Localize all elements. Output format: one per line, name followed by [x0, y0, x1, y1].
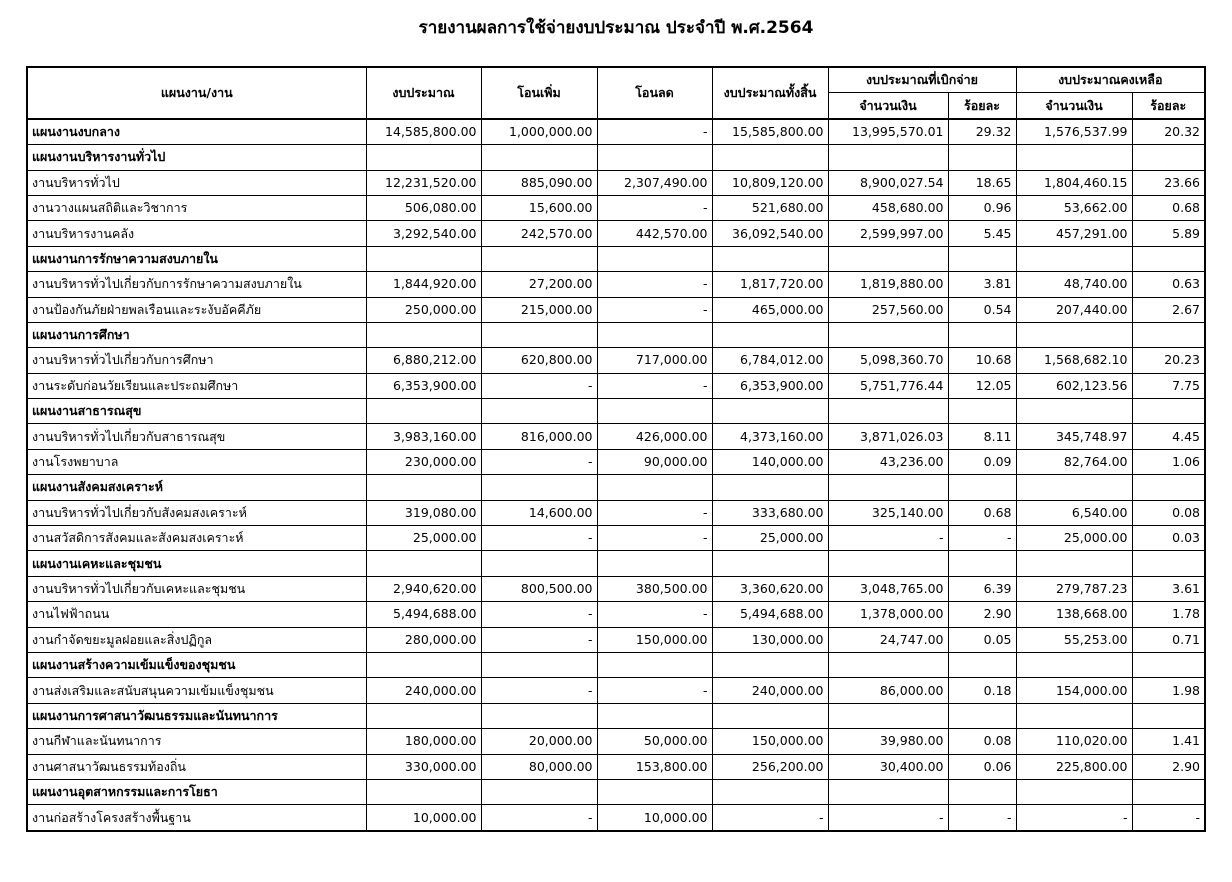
cell-disbursed-percent — [948, 703, 1016, 728]
plan-row — [27, 779, 1205, 804]
cell-remaining-amount — [1016, 399, 1132, 424]
cell-disbursed-percent: 6.39 — [948, 576, 1016, 601]
plan-row — [27, 475, 1205, 500]
cell-total: - — [712, 805, 828, 831]
cell-remaining-percent: 23.66 — [1132, 170, 1205, 195]
cell-transfer-out: - — [597, 195, 712, 220]
cell-remaining-amount: - — [1016, 805, 1132, 831]
cell-remaining-amount — [1016, 551, 1132, 576]
cell-budget: 1,844,920.00 — [366, 272, 481, 297]
cell-remaining-percent — [1132, 399, 1205, 424]
cell-disbursed-amount — [828, 779, 948, 804]
cell-remaining-amount — [1016, 322, 1132, 347]
cell-budget: 180,000.00 — [366, 729, 481, 754]
cell-total — [712, 779, 828, 804]
cell-remaining-percent: 20.23 — [1132, 348, 1205, 373]
cell-disbursed-amount: 3,048,765.00 — [828, 576, 948, 601]
cell-total: 240,000.00 — [712, 678, 828, 703]
plan-row — [27, 246, 1205, 271]
cell-disbursed-amount — [828, 246, 948, 271]
cell-budget: 230,000.00 — [366, 449, 481, 474]
cell-total: 140,000.00 — [712, 449, 828, 474]
cell-disbursed-percent: 0.54 — [948, 297, 1016, 322]
cell-disbursed-percent: 0.18 — [948, 678, 1016, 703]
plan-row — [27, 703, 1205, 728]
row-name: งานสวัสดิการสังคมและสังคมสงเคราะห์ — [27, 526, 366, 551]
cell-transfer-in: 27,200.00 — [481, 272, 597, 297]
cell-budget: 3,983,160.00 — [366, 424, 481, 449]
cell-total — [712, 399, 828, 424]
cell-budget: 330,000.00 — [366, 754, 481, 779]
cell-remaining-amount: 279,787.23 — [1016, 576, 1132, 601]
cell-disbursed-percent — [948, 246, 1016, 271]
cell-transfer-in: 242,570.00 — [481, 221, 597, 246]
cell-budget — [366, 703, 481, 728]
cell-total: 465,000.00 — [712, 297, 828, 322]
cell-remaining-percent — [1132, 475, 1205, 500]
cell-transfer-in: 15,600.00 — [481, 195, 597, 220]
cell-budget — [366, 652, 481, 677]
cell-budget: 12,231,520.00 — [366, 170, 481, 195]
cell-disbursed-percent: 2.90 — [948, 602, 1016, 627]
cell-budget: 280,000.00 — [366, 627, 481, 652]
cell-remaining-percent: 2.67 — [1132, 297, 1205, 322]
cell-transfer-in: 816,000.00 — [481, 424, 597, 449]
cell-total: 1,817,720.00 — [712, 272, 828, 297]
row-name: งานบริหารทั่วไปเกี่ยวกับสาธารณสุข — [27, 424, 366, 449]
row-name: งานบริหารทั่วไป — [27, 170, 366, 195]
table-row — [27, 754, 1205, 779]
cell-remaining-amount: 154,000.00 — [1016, 678, 1132, 703]
cell-disbursed-percent: 29.32 — [948, 119, 1016, 145]
cell-transfer-in — [481, 652, 597, 677]
table-row — [27, 576, 1205, 601]
cell-budget: 240,000.00 — [366, 678, 481, 703]
cell-budget: 6,880,212.00 — [366, 348, 481, 373]
cell-remaining-percent: - — [1132, 805, 1205, 831]
plan-row — [27, 551, 1205, 576]
row-name: แผนงานงบกลาง — [27, 119, 366, 145]
cell-transfer-out: 426,000.00 — [597, 424, 712, 449]
row-name: แผนงานอุตสาหกรรมและการโยธา — [27, 779, 366, 804]
table-row — [27, 526, 1205, 551]
cell-total: 5,494,688.00 — [712, 602, 828, 627]
cell-budget — [366, 145, 481, 170]
cell-remaining-percent — [1132, 322, 1205, 347]
cell-disbursed-percent — [948, 551, 1016, 576]
row-name: งานบริหารทั่วไปเกี่ยวกับเคหะและชุมชน — [27, 576, 366, 601]
cell-total: 521,680.00 — [712, 195, 828, 220]
cell-transfer-in: - — [481, 526, 597, 551]
cell-transfer-in: - — [481, 602, 597, 627]
cell-transfer-in: 800,500.00 — [481, 576, 597, 601]
cell-remaining-amount: 48,740.00 — [1016, 272, 1132, 297]
cell-disbursed-amount: 3,871,026.03 — [828, 424, 948, 449]
table-row — [27, 424, 1205, 449]
cell-remaining-percent: 1.41 — [1132, 729, 1205, 754]
cell-total — [712, 475, 828, 500]
cell-total — [712, 703, 828, 728]
cell-disbursed-amount: 458,680.00 — [828, 195, 948, 220]
cell-disbursed-percent — [948, 145, 1016, 170]
cell-remaining-amount: 1,576,537.99 — [1016, 119, 1132, 145]
cell-disbursed-amount: 1,378,000.00 — [828, 602, 948, 627]
cell-transfer-out — [597, 779, 712, 804]
row-name: งานโรงพยาบาล — [27, 449, 366, 474]
cell-disbursed-amount: 5,751,776.44 — [828, 373, 948, 398]
cell-remaining-percent: 0.63 — [1132, 272, 1205, 297]
cell-remaining-percent — [1132, 703, 1205, 728]
cell-transfer-in — [481, 475, 597, 500]
cell-transfer-out — [597, 475, 712, 500]
cell-budget — [366, 399, 481, 424]
table-row — [27, 627, 1205, 652]
cell-transfer-in: 80,000.00 — [481, 754, 597, 779]
row-name: งานบริหารทั่วไปเกี่ยวกับการศึกษา — [27, 348, 366, 373]
cell-disbursed-amount — [828, 475, 948, 500]
cell-budget: 250,000.00 — [366, 297, 481, 322]
cell-transfer-in: - — [481, 805, 597, 831]
cell-transfer-in — [481, 322, 597, 347]
header-disbursed-amount: จำนวนเงิน — [828, 93, 948, 119]
cell-remaining-percent: 0.03 — [1132, 526, 1205, 551]
cell-transfer-out — [597, 246, 712, 271]
cell-transfer-out: - — [597, 526, 712, 551]
header-remaining-amount: จำนวนเงิน — [1016, 93, 1132, 119]
cell-remaining-percent — [1132, 551, 1205, 576]
cell-disbursed-percent — [948, 779, 1016, 804]
cell-remaining-amount: 345,748.97 — [1016, 424, 1132, 449]
cell-budget — [366, 551, 481, 576]
header-budget: งบประมาณ — [366, 67, 481, 119]
cell-remaining-percent — [1132, 652, 1205, 677]
row-name: งานศาสนาวัฒนธรรมท้องถิ่น — [27, 754, 366, 779]
cell-remaining-amount: 55,253.00 — [1016, 627, 1132, 652]
cell-remaining-amount: 138,668.00 — [1016, 602, 1132, 627]
cell-disbursed-percent — [948, 652, 1016, 677]
cell-remaining-percent: 0.71 — [1132, 627, 1205, 652]
table-row — [27, 373, 1205, 398]
row-name: งานบริหารงานคลัง — [27, 221, 366, 246]
cell-transfer-out: 10,000.00 — [597, 805, 712, 831]
cell-disbursed-amount: 86,000.00 — [828, 678, 948, 703]
cell-remaining-percent: 4.45 — [1132, 424, 1205, 449]
cell-total — [712, 246, 828, 271]
table-row — [27, 221, 1205, 246]
cell-transfer-out: - — [597, 297, 712, 322]
table-body — [27, 119, 1205, 831]
table-row — [27, 602, 1205, 627]
cell-remaining-percent: 1.06 — [1132, 449, 1205, 474]
row-name: แผนงานบริหารงานทั่วไป — [27, 145, 366, 170]
table-row — [27, 449, 1205, 474]
row-name: งานกีฬาและนันทนาการ — [27, 729, 366, 754]
budget-table — [26, 66, 1206, 832]
report-title: รายงานผลการใช้จ่ายงบประมาณ ประจำปี พ.ศ.2564 — [418, 18, 814, 38]
cell-remaining-percent: 0.68 — [1132, 195, 1205, 220]
cell-disbursed-amount — [828, 322, 948, 347]
cell-transfer-in: - — [481, 373, 597, 398]
row-name: แผนงานการรักษาความสงบภายใน — [27, 246, 366, 271]
cell-disbursed-percent: - — [948, 805, 1016, 831]
cell-total: 4,373,160.00 — [712, 424, 828, 449]
header-disbursed: งบประมาณที่เบิกจ่าย — [828, 67, 1016, 93]
cell-transfer-in: - — [481, 449, 597, 474]
cell-remaining-percent: 1.78 — [1132, 602, 1205, 627]
row-name: งานวางแผนสถิติและวิชาการ — [27, 195, 366, 220]
cell-total: 10,809,120.00 — [712, 170, 828, 195]
cell-transfer-out: 717,000.00 — [597, 348, 712, 373]
cell-remaining-amount: 6,540.00 — [1016, 500, 1132, 525]
cell-disbursed-percent: 0.05 — [948, 627, 1016, 652]
cell-budget — [366, 322, 481, 347]
cell-remaining-amount: 457,291.00 — [1016, 221, 1132, 246]
cell-disbursed-percent — [948, 322, 1016, 347]
cell-disbursed-amount: 257,560.00 — [828, 297, 948, 322]
cell-disbursed-amount — [828, 145, 948, 170]
cell-transfer-out: 380,500.00 — [597, 576, 712, 601]
cell-transfer-in: 20,000.00 — [481, 729, 597, 754]
cell-disbursed-amount: 5,098,360.70 — [828, 348, 948, 373]
header-transfer-in: โอนเพิ่ม — [481, 67, 597, 119]
cell-remaining-percent: 5.89 — [1132, 221, 1205, 246]
cell-disbursed-percent: 12.05 — [948, 373, 1016, 398]
row-name: งานไฟฟ้าถนน — [27, 602, 366, 627]
plan-row — [27, 119, 1205, 145]
cell-transfer-in: - — [481, 678, 597, 703]
cell-total — [712, 652, 828, 677]
table-row — [27, 272, 1205, 297]
cell-transfer-in: 215,000.00 — [481, 297, 597, 322]
cell-budget: 319,080.00 — [366, 500, 481, 525]
table-row — [27, 348, 1205, 373]
cell-remaining-amount — [1016, 246, 1132, 271]
row-name: แผนงานสาธารณสุข — [27, 399, 366, 424]
cell-transfer-out: - — [597, 119, 712, 145]
cell-remaining-amount: 602,123.56 — [1016, 373, 1132, 398]
row-name: งานระดับก่อนวัยเรียนและประถมศึกษา — [27, 373, 366, 398]
cell-budget: 25,000.00 — [366, 526, 481, 551]
cell-disbursed-percent: 8.11 — [948, 424, 1016, 449]
cell-budget: 5,494,688.00 — [366, 602, 481, 627]
cell-disbursed-amount: 2,599,997.00 — [828, 221, 948, 246]
cell-disbursed-amount: - — [828, 526, 948, 551]
cell-remaining-amount — [1016, 652, 1132, 677]
cell-disbursed-percent: 0.06 — [948, 754, 1016, 779]
cell-transfer-out — [597, 145, 712, 170]
cell-transfer-in — [481, 399, 597, 424]
cell-remaining-amount: 207,440.00 — [1016, 297, 1132, 322]
table-header — [27, 67, 1205, 119]
cell-total: 150,000.00 — [712, 729, 828, 754]
cell-remaining-amount: 1,568,682.10 — [1016, 348, 1132, 373]
table-row — [27, 170, 1205, 195]
cell-transfer-out: 150,000.00 — [597, 627, 712, 652]
cell-remaining-amount — [1016, 703, 1132, 728]
cell-disbursed-amount: - — [828, 805, 948, 831]
cell-total: 256,200.00 — [712, 754, 828, 779]
table-row — [27, 500, 1205, 525]
row-name: งานป้องกันภัยฝ่ายพลเรือนและระงับอัคคีภัย — [27, 297, 366, 322]
cell-transfer-out — [597, 399, 712, 424]
cell-disbursed-amount — [828, 652, 948, 677]
cell-transfer-out — [597, 551, 712, 576]
cell-disbursed-amount — [828, 703, 948, 728]
cell-transfer-out: - — [597, 678, 712, 703]
cell-remaining-amount: 53,662.00 — [1016, 195, 1132, 220]
cell-remaining-amount: 225,800.00 — [1016, 754, 1132, 779]
cell-transfer-out — [597, 652, 712, 677]
cell-budget — [366, 246, 481, 271]
cell-disbursed-amount: 30,400.00 — [828, 754, 948, 779]
row-name: งานบริหารทั่วไปเกี่ยวกับสังคมสงเคราะห์ — [27, 500, 366, 525]
cell-transfer-out: 153,800.00 — [597, 754, 712, 779]
cell-total — [712, 551, 828, 576]
row-name: แผนงานสร้างความเข้มแข็งของชุมชน — [27, 652, 366, 677]
cell-disbursed-percent: 0.96 — [948, 195, 1016, 220]
cell-remaining-amount — [1016, 779, 1132, 804]
cell-transfer-out: - — [597, 602, 712, 627]
row-name: แผนงานการศาสนาวัฒนธรรมและนันทนาการ — [27, 703, 366, 728]
cell-total: 333,680.00 — [712, 500, 828, 525]
header-total: งบประมาณทั้งสิ้น — [712, 67, 828, 119]
cell-transfer-in: 1,000,000.00 — [481, 119, 597, 145]
cell-total — [712, 145, 828, 170]
cell-disbursed-percent: 10.68 — [948, 348, 1016, 373]
row-name: งานกำจัดขยะมูลฝอยและสิ่งปฏิกูล — [27, 627, 366, 652]
row-name: งานส่งเสริมและสนับสนุนความเข้มแข็งชุมชน — [27, 678, 366, 703]
cell-budget — [366, 475, 481, 500]
cell-disbursed-percent: 0.68 — [948, 500, 1016, 525]
cell-disbursed-percent: - — [948, 526, 1016, 551]
cell-transfer-out: - — [597, 272, 712, 297]
cell-total: 25,000.00 — [712, 526, 828, 551]
plan-row — [27, 652, 1205, 677]
cell-budget: 10,000.00 — [366, 805, 481, 831]
table-row — [27, 805, 1205, 831]
cell-transfer-out: 2,307,490.00 — [597, 170, 712, 195]
cell-transfer-in — [481, 145, 597, 170]
cell-disbursed-percent: 18.65 — [948, 170, 1016, 195]
plan-row — [27, 399, 1205, 424]
cell-disbursed-amount: 43,236.00 — [828, 449, 948, 474]
header-disbursed-percent: ร้อยละ — [948, 93, 1016, 119]
cell-budget — [366, 779, 481, 804]
cell-disbursed-percent — [948, 475, 1016, 500]
cell-disbursed-amount: 325,140.00 — [828, 500, 948, 525]
cell-disbursed-amount — [828, 399, 948, 424]
header-remaining: งบประมาณคงเหลือ — [1016, 67, 1205, 93]
cell-total: 15,585,800.00 — [712, 119, 828, 145]
cell-disbursed-percent: 0.08 — [948, 729, 1016, 754]
cell-disbursed-amount: 1,819,880.00 — [828, 272, 948, 297]
cell-budget: 2,940,620.00 — [366, 576, 481, 601]
cell-transfer-out — [597, 322, 712, 347]
row-name: แผนงานการศึกษา — [27, 322, 366, 347]
cell-disbursed-amount: 24,747.00 — [828, 627, 948, 652]
cell-transfer-in: - — [481, 627, 597, 652]
cell-remaining-amount: 110,020.00 — [1016, 729, 1132, 754]
cell-transfer-out: - — [597, 373, 712, 398]
row-name: แผนงานเคหะและชุมชน — [27, 551, 366, 576]
table-row — [27, 729, 1205, 754]
cell-transfer-in: 620,800.00 — [481, 348, 597, 373]
cell-budget: 506,080.00 — [366, 195, 481, 220]
cell-remaining-percent: 7.75 — [1132, 373, 1205, 398]
cell-transfer-in — [481, 779, 597, 804]
plan-row — [27, 322, 1205, 347]
cell-remaining-percent — [1132, 145, 1205, 170]
table-row — [27, 195, 1205, 220]
cell-transfer-out: 50,000.00 — [597, 729, 712, 754]
cell-remaining-amount: 82,764.00 — [1016, 449, 1132, 474]
cell-disbursed-percent: 0.09 — [948, 449, 1016, 474]
cell-disbursed-percent — [948, 399, 1016, 424]
cell-transfer-in — [481, 246, 597, 271]
cell-disbursed-amount: 39,980.00 — [828, 729, 948, 754]
cell-disbursed-amount: 13,995,570.01 — [828, 119, 948, 145]
cell-total: 6,353,900.00 — [712, 373, 828, 398]
cell-disbursed-percent: 3.81 — [948, 272, 1016, 297]
cell-total: 36,092,540.00 — [712, 221, 828, 246]
cell-remaining-amount — [1016, 475, 1132, 500]
cell-transfer-out: 90,000.00 — [597, 449, 712, 474]
header-plan: แผนงาน/งาน — [27, 67, 366, 119]
cell-remaining-percent: 2.90 — [1132, 754, 1205, 779]
cell-transfer-out — [597, 703, 712, 728]
row-name: แผนงานสังคมสงเคราะห์ — [27, 475, 366, 500]
cell-transfer-out: 442,570.00 — [597, 221, 712, 246]
cell-remaining-amount: 25,000.00 — [1016, 526, 1132, 551]
cell-budget: 6,353,900.00 — [366, 373, 481, 398]
cell-total — [712, 322, 828, 347]
header-remaining-percent: ร้อยละ — [1132, 93, 1205, 119]
plan-row — [27, 145, 1205, 170]
cell-transfer-out: - — [597, 500, 712, 525]
cell-transfer-in: 885,090.00 — [481, 170, 597, 195]
table-row — [27, 678, 1205, 703]
cell-remaining-percent: 20.32 — [1132, 119, 1205, 145]
table-row — [27, 297, 1205, 322]
row-name: งานก่อสร้างโครงสร้างพื้นฐาน — [27, 805, 366, 831]
cell-total: 130,000.00 — [712, 627, 828, 652]
header-transfer-out: โอนลด — [597, 67, 712, 119]
cell-remaining-percent: 3.61 — [1132, 576, 1205, 601]
cell-budget: 3,292,540.00 — [366, 221, 481, 246]
cell-budget: 14,585,800.00 — [366, 119, 481, 145]
cell-transfer-in — [481, 551, 597, 576]
cell-remaining-percent — [1132, 779, 1205, 804]
cell-remaining-amount: 1,804,460.15 — [1016, 170, 1132, 195]
cell-total: 6,784,012.00 — [712, 348, 828, 373]
cell-total: 3,360,620.00 — [712, 576, 828, 601]
cell-transfer-in: 14,600.00 — [481, 500, 597, 525]
cell-disbursed-amount: 8,900,027.54 — [828, 170, 948, 195]
cell-disbursed-percent: 5.45 — [948, 221, 1016, 246]
cell-remaining-percent: 0.08 — [1132, 500, 1205, 525]
cell-transfer-in — [481, 703, 597, 728]
cell-remaining-percent — [1132, 246, 1205, 271]
cell-remaining-amount — [1016, 145, 1132, 170]
cell-disbursed-amount — [828, 551, 948, 576]
cell-remaining-percent: 1.98 — [1132, 678, 1205, 703]
row-name: งานบริหารทั่วไปเกี่ยวกับการรักษาความสงบภายใน — [27, 272, 366, 297]
